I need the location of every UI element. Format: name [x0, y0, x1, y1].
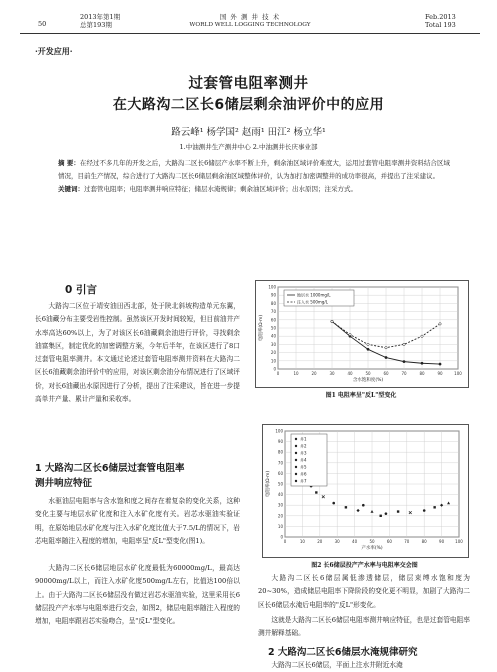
x-tick-label: 70: [404, 539, 410, 544]
figure-2-frame: [262, 424, 469, 558]
legend-marker: [295, 459, 297, 461]
abstract-text: 在经过不多几年的开发之后，大路沟二区长6储层产水率不断上升，剩余油区域评价难度大，运用过套管电阻率测井资料结合区域情况，目前生产情况，综合进行了大路沟二区长6储层剩余油区域整体评价，认为加打加密调整井的成功率很高，并提出了注采建议。: [58, 159, 450, 180]
title-line-2: 在大路沟二区长6储层剩余油评价中的应用: [112, 97, 385, 113]
y-tick-label: 0: [273, 366, 276, 372]
section-2-text: 大路沟二区长6储层，平面上注水井附近水淹: [271, 661, 403, 669]
legend-marker: [295, 473, 297, 475]
scatter-point: [409, 511, 412, 514]
y-tick-label: 50: [277, 481, 283, 487]
section-0-heading: 0 引言: [65, 284, 97, 296]
x-tick-label: 0: [283, 539, 287, 544]
y-tick-label: 30: [270, 341, 276, 347]
keywords-text: 过套管电阻率；电阻率测井响应特征；储层水淹规律；剩余油区域评价；出水原因；注采方式。: [84, 184, 357, 193]
legend-label: 井5: [300, 464, 307, 470]
x-axis-label: 产水率(%): [361, 546, 383, 551]
y-tick-label: 20: [270, 350, 276, 356]
legend-label: 注入水 500mg/L: [297, 299, 328, 305]
x-tick-label: 10: [299, 539, 305, 544]
data-point: [385, 356, 387, 358]
y-tick-label: 50: [270, 325, 276, 331]
y-tick-label: 100: [268, 284, 276, 290]
y-tick-label: 70: [270, 309, 276, 315]
scatter-point: [433, 506, 435, 508]
figure-2-caption: 图2 长6储层投产产水率与电阻率交会图: [311, 562, 418, 569]
section-1-text-a: 水驱油层电阻率与含水饱和度之间存在着复杂的变化关系，这种变化主要与地层水矿化度和注入水矿化度有关。岩芯水驱油实验证明，在原始地层水矿化度与注入水矿化度比值大于7.5/L的情况下，岩芯电阻率随注入程度的增加，电阻率呈"反L"型变化(图1)。: [35, 497, 240, 545]
affiliation: 1.中油测井生产测井中心 2.中油测井长庆事业部: [179, 143, 318, 151]
total-issue: Total 193: [425, 21, 456, 29]
legend-label: 井1: [300, 436, 307, 442]
y-tick-label: 40: [277, 492, 283, 498]
x-tick-label: 60: [386, 539, 392, 544]
data-point: [439, 363, 441, 365]
y-axis-label: 电阻率(Ω·m): [266, 470, 271, 498]
scatter-point: [356, 509, 359, 512]
legend-label: 井2: [300, 443, 307, 449]
x-tick-label: 60: [383, 371, 389, 376]
y-tick-label: 90: [270, 292, 276, 298]
abstract-label: 摘 要：: [58, 159, 80, 167]
legend-marker: [295, 438, 297, 440]
scatter-point: [322, 495, 325, 498]
x-axis-label: 含水饱和度(%): [352, 378, 384, 383]
data-point: [403, 360, 405, 362]
section-2-heading: 2 大路沟二区长6储层水淹规律研究: [268, 647, 418, 658]
y-tick-label: 0: [280, 534, 283, 540]
figure-1-caption: 图1 电阻率呈"反L"型变化: [325, 392, 397, 399]
y-tick-label: 80: [270, 300, 276, 306]
data-point: [403, 343, 405, 345]
scatter-point: [362, 504, 365, 507]
y-axis-label: 电阻率(Ω·m): [259, 314, 264, 342]
x-tick-label: 50: [365, 371, 371, 376]
legend-label: 井7: [300, 478, 307, 484]
x-tick-label: 100: [455, 539, 463, 544]
y-tick-label: 60: [277, 470, 283, 476]
scatter-point: [397, 510, 399, 512]
legend-marker: [295, 452, 297, 454]
x-tick-label: 40: [352, 539, 358, 544]
section-1-text-d: 这就是大路沟二区长6储层电阻率测井响应特征，也是过套管电阻率测井解释基础。: [258, 616, 470, 638]
y-tick-label: 40: [270, 333, 276, 339]
legend-marker: [295, 466, 297, 468]
data-point: [421, 335, 423, 337]
scatter-point: [315, 491, 317, 493]
legend-label: 井3: [300, 450, 307, 456]
scatter-point: [385, 512, 388, 515]
scatter-point: [371, 510, 374, 513]
abstract: [58, 157, 450, 195]
legend-marker: [295, 445, 297, 447]
data-point: [367, 348, 369, 350]
keywords-label: 关键词：: [58, 184, 84, 193]
section-1-text-c: 大路沟二区长6储层属低渗透储层，储层束缚水饱和度为20~30%，造成储层电阻率下降阶段的变化更不明显，加剧了大路沟二区长6储层水淹后电阻率的"反L"形变化。: [258, 574, 470, 609]
section-tag: ·开发应用·: [35, 46, 73, 56]
data-point: [367, 343, 369, 345]
x-tick-label: 30: [334, 539, 340, 544]
y-tick-label: 100: [275, 428, 283, 434]
x-tick-label: 10: [293, 371, 299, 376]
data-point: [331, 320, 333, 322]
journal-name-cn: 国 外 测 井 技 术: [219, 13, 281, 21]
journal-name-en: WORLD WELL LOGGING TECHNOLOGY: [189, 22, 311, 28]
scatter-point: [423, 509, 426, 512]
data-point: [349, 333, 351, 335]
x-tick-label: 30: [329, 371, 335, 376]
figure-1-chart: [256, 281, 468, 387]
x-tick-label: 80: [421, 539, 427, 544]
figure-2-chart: [263, 425, 468, 557]
x-tick-label: 20: [311, 371, 317, 376]
y-tick-label: 30: [277, 502, 283, 508]
title-line-1: 过套管电阻率测井: [188, 76, 309, 92]
scatter-point: [332, 502, 335, 505]
scatter-point: [380, 515, 382, 517]
x-tick-label: 70: [401, 371, 407, 376]
y-tick-label: 20: [277, 513, 283, 519]
x-tick-label: 20: [317, 539, 323, 544]
x-tick-label: 50: [369, 539, 375, 544]
y-tick-label: 70: [277, 460, 283, 466]
scatter-point: [447, 501, 450, 504]
header-rule: [20, 33, 480, 34]
y-tick-label: 60: [270, 317, 276, 323]
section-1-heading-line-1: 1 大路沟二区长6储层过套管电阻率: [35, 463, 185, 474]
data-point: [385, 346, 387, 348]
authors: 路云峰¹ 杨学国² 赵雨¹ 田江² 杨立华¹: [171, 127, 326, 138]
y-tick-label: 10: [270, 358, 276, 364]
legend-label: 井6: [300, 471, 307, 477]
legend-label: 井4: [300, 457, 307, 463]
scatter-point: [440, 504, 443, 507]
x-tick-label: 90: [437, 371, 443, 376]
section-0-text: 大路沟二区位于靖安油田西北部，处于陕北斜坡构造单元东翼，长6油藏分布主要受岩性控制。虽然该区开发时间较短，但目前油井产水率高达60%以上，为了对该区长6油藏剩余油进行评价，寻找剩余油富集区，制定优化的加密调整方案，今年后半年，在该区进行了8口过套管电阻率测井。本文通过论述过套管电阻率测井资料在大路沟二区长6油藏剩余油评价中的应用，对该区剩余油分布情况进行了区域评价，对长6油藏出水原因进行了分析，提出了注采建议，旨在进一步提高单井产量、累计产量和采收率。: [35, 302, 240, 404]
x-tick-label: 40: [347, 371, 353, 376]
data-point: [421, 362, 423, 364]
legend-marker: [295, 480, 297, 482]
figure-1-frame: [255, 280, 469, 388]
section-1-text-b: 大路沟二区长6储层地层水矿化度最低为60000mg/L，最高达90000mg/L以上，而注入水矿化度500mg/L左右，比值达100倍以上。由于大路沟二区长6储层没有做过岩芯水驱油实验，这里采用长6储层投产产水率与电阻率进行交会，如图2，储层电阻率随注入程度的增加，电阻率跟岩芯实验吻合，呈"反L"型变化。: [35, 564, 240, 626]
y-tick-label: 90: [277, 439, 283, 445]
x-tick-label: 100: [454, 371, 462, 376]
x-tick-label: 0: [276, 371, 280, 376]
page-number: 50: [38, 20, 47, 28]
issue-line: 2013年第1期: [80, 13, 121, 21]
y-tick-label: 10: [277, 523, 283, 529]
y-tick-label: 80: [277, 449, 283, 455]
x-tick-label: 80: [419, 371, 425, 376]
x-tick-label: 90: [439, 539, 445, 544]
issue-date: Feb.2013: [425, 13, 456, 21]
scatter-point: [345, 506, 347, 508]
issue-total-line: 总第193期: [80, 21, 112, 29]
section-1-heading-line-2: 测井响应特征: [35, 478, 93, 489]
legend-label: 地层水 1000mg/L: [297, 292, 331, 298]
data-point: [439, 323, 441, 325]
